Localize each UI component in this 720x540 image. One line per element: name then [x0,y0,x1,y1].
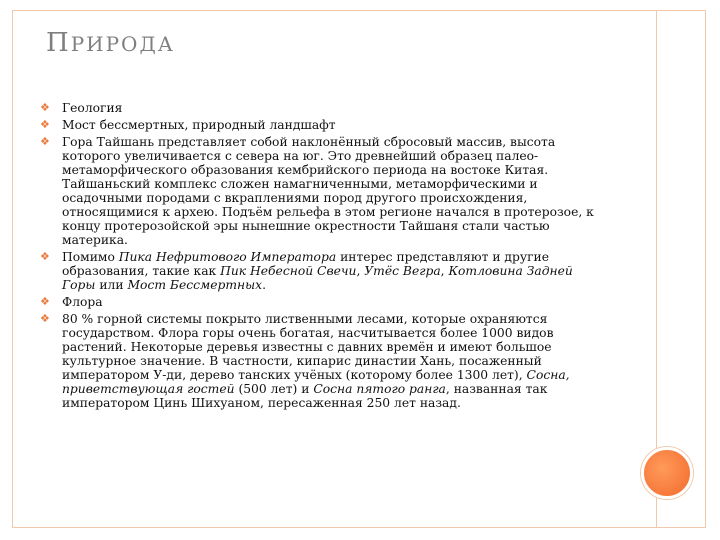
item-text: Флора [62,295,103,309]
title-initial: П [46,28,71,58]
jade-emperor-peak: Пика Нефритового Императора [118,250,337,264]
diamond-bullet-icon: ❖ [40,101,50,114]
item-text: Мост бессмертных, природный ландшафт [62,118,336,132]
item-text: 80 % горной системы покрыто лиственными лесами, которые охраняются государством. Флора горы очень богатая, насчитывается более 1000 видов растений. Некоторые деревья известны с давних времён и имеют большое культурное значение. В частности, кипарис династии Хань, посаженный императором У-ди, дерево танских учёных (которому более 1300 лет), Сосна, приветствующая гостей (500 лет) и Сосна пятого ранга, названная так императором Цинь Шихуаном, пересаженная 250 лет назад. [62,312,570,410]
diamond-bullet-icon: ❖ [40,118,50,131]
slide-title [46,28,175,58]
diamond-bullet-icon: ❖ [40,250,50,263]
diamond-bullet-icon: ❖ [40,295,50,308]
diamond-bullet-icon: ❖ [40,135,50,148]
slide-content [40,101,600,410]
list-item-geology-text [40,135,600,247]
list-item-geology-heading [40,101,600,115]
welcoming-pine: Сосна, приветствующая гостей [62,368,570,396]
immortals-bridge: Мост Бессмертных [127,278,263,292]
fifth-rank-pine: Сосна пятого ранга [313,382,446,396]
list-item-flora-text [40,312,600,410]
diamond-bullet-icon: ❖ [40,312,50,325]
list-item-bridge [40,118,600,132]
item-text: Помимо Пика Нефритового Императора интерес представляют и другие образования, такие как Пик Небесной Свечи, Утёс Вегра, Котловина Задней Горы или Мост Бессмертных. [62,250,573,292]
decorative-circle [641,447,693,499]
list-item-formations [40,250,600,292]
title-rest: РИРОДА [70,32,175,56]
vegra-cliff: Утёс Вегра [364,264,441,278]
back-mountain-basin: Котловина Задней Горы [62,264,573,292]
item-text: Геология [62,101,123,115]
heavenly-candle-peak: Пик Небесной Свечи [220,264,357,278]
item-text: Гора Тайшань представляет собой наклонённый сбросовый массив, высота которого увеличивается с севера на юг. Это древнейший образец палео-метаморфического образования кембрийского периода на востоке Китая. Тайшаньский комплекс сложен намагниченными, метаморфическими и осадочными породами с вкраплениями пород другого происхождения, относящимися к архею. Подъём рельефа в этом регионе начался в протерозое, к концу протерозойской эры нынешние окрестности Тайшаня стали частью материка. [62,135,594,247]
list-item-flora-heading [40,295,600,309]
